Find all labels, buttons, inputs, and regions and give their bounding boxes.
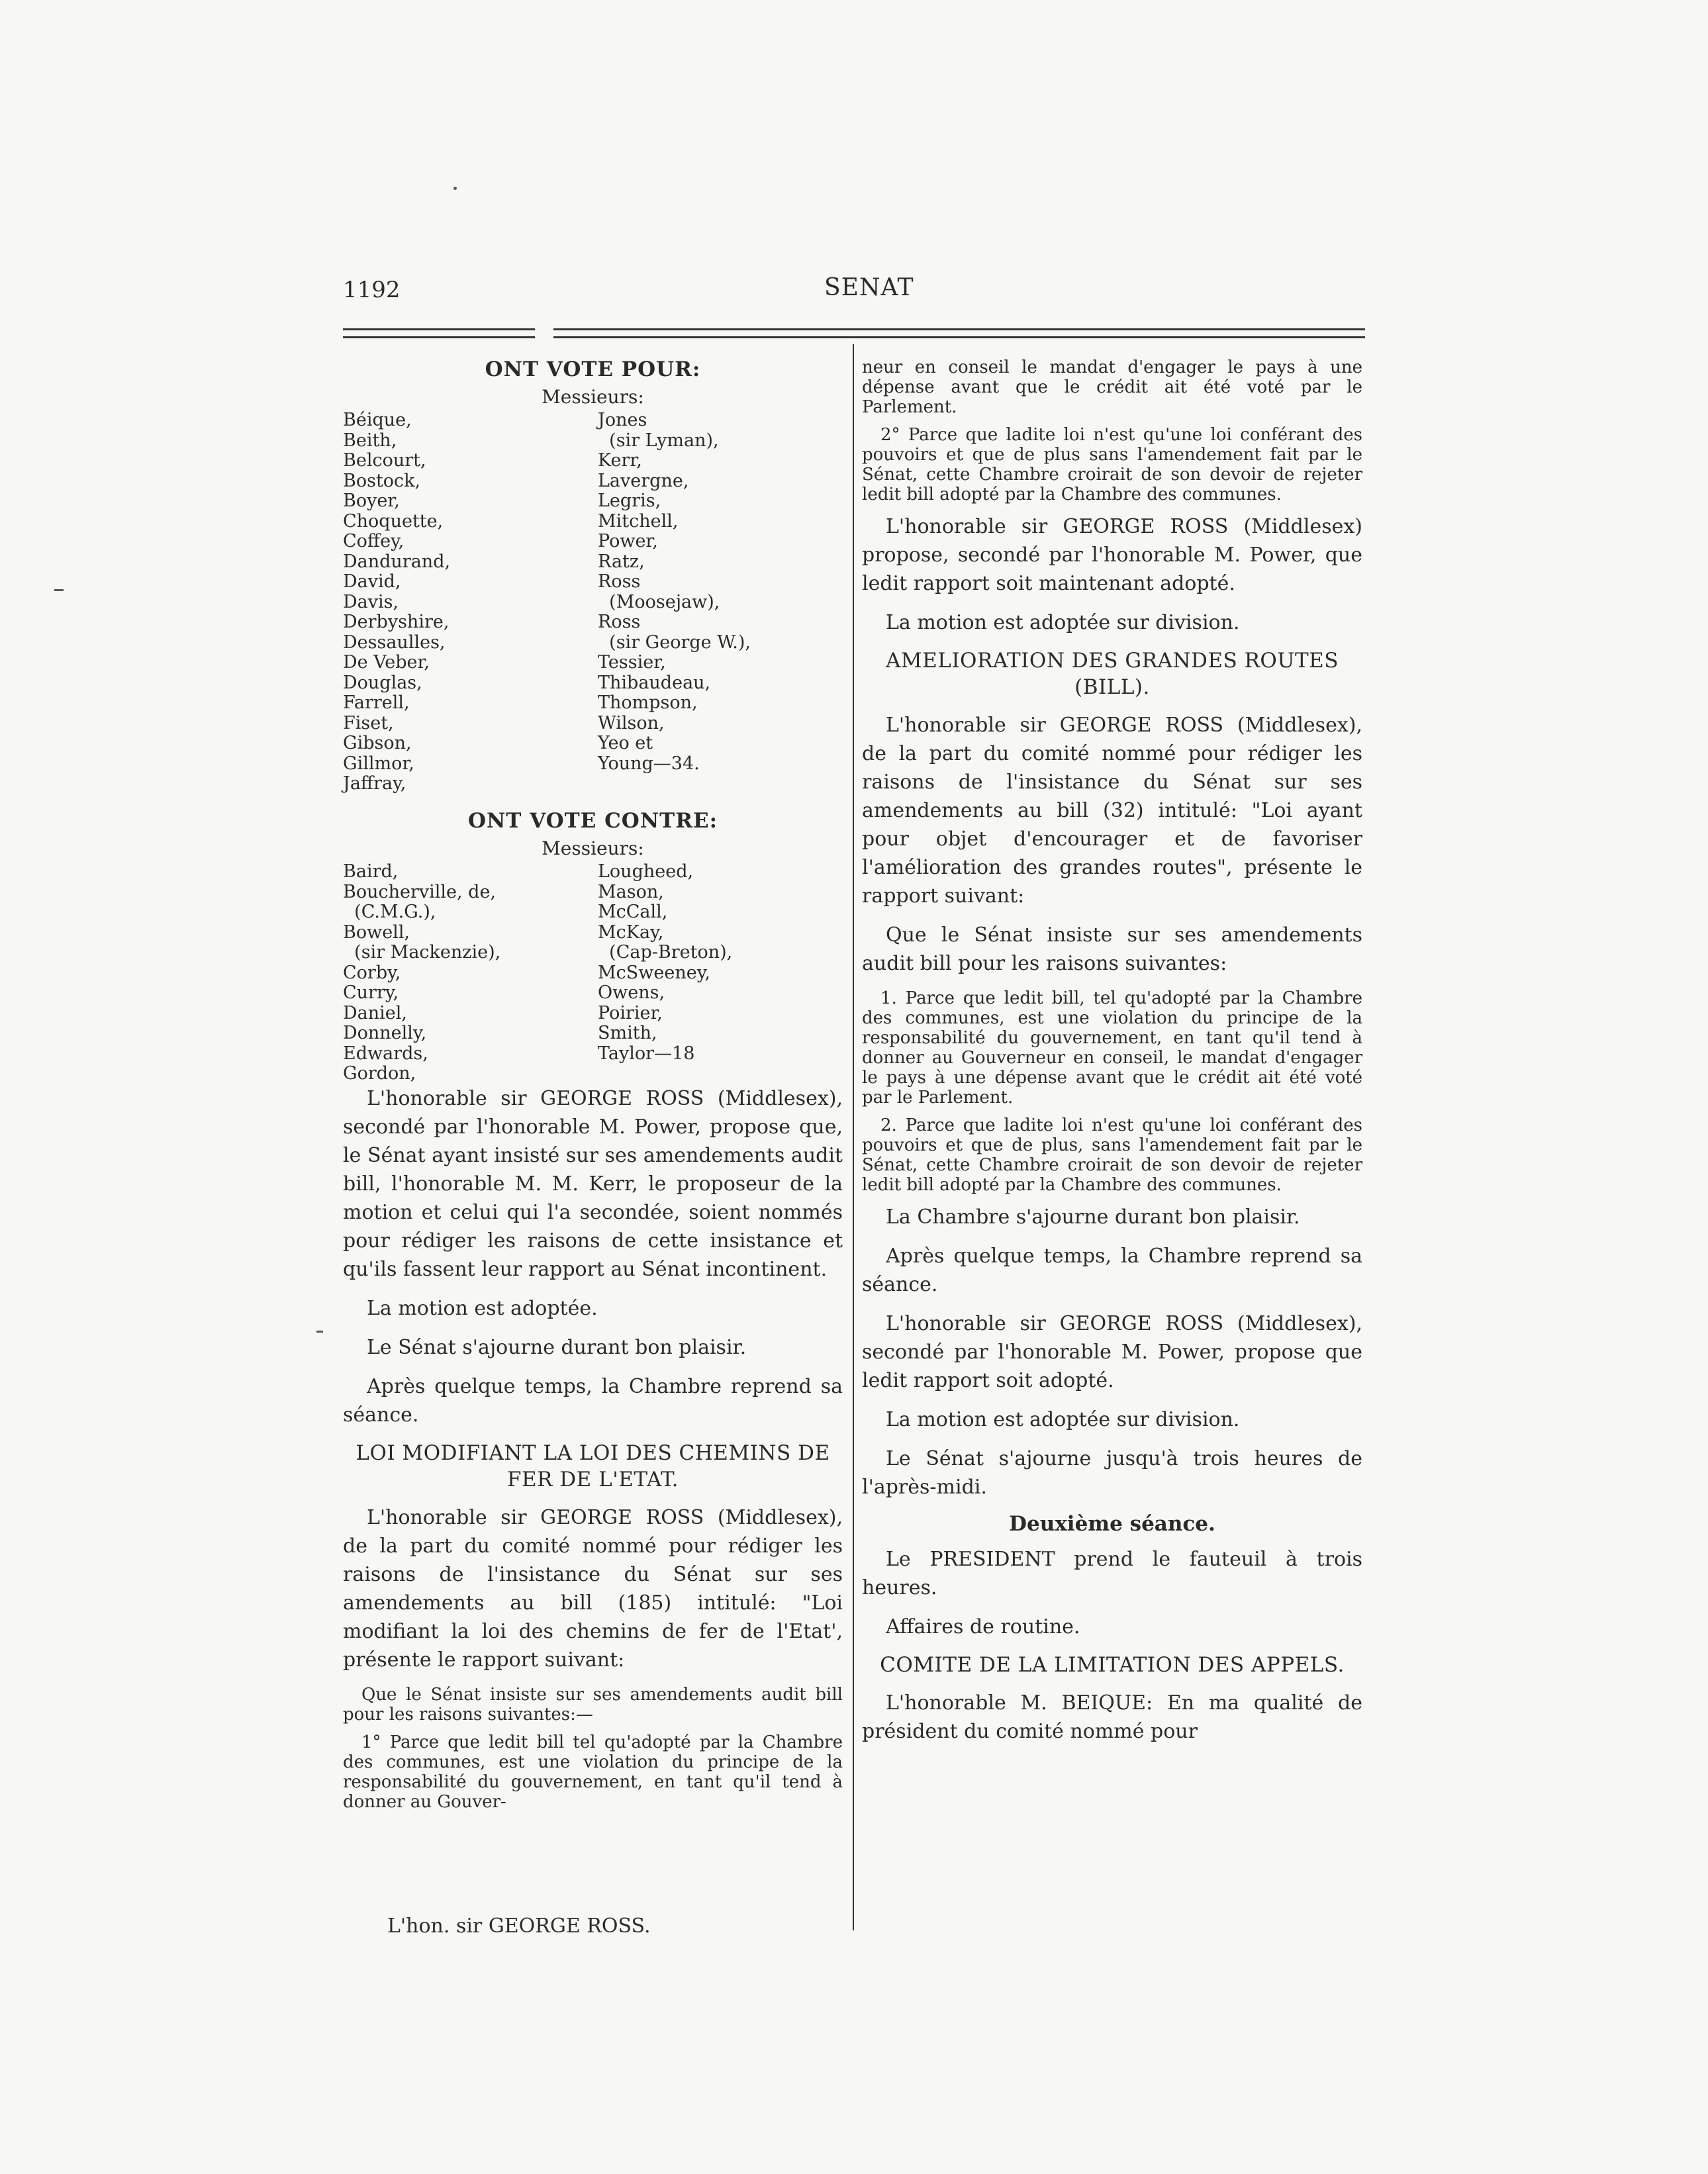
right-column	[862, 357, 1362, 1756]
paragraph: La Chambre s'ajourne durant bon plaisir.	[886, 1205, 1300, 1229]
paragraph: Le PRESIDENT prend le fauteuil à trois heures.	[862, 1548, 1362, 1599]
vote-name: Choquette,	[343, 510, 444, 532]
paragraph: La motion est adoptée.	[367, 1297, 598, 1321]
scan-speck	[316, 1331, 323, 1333]
vote-name: Fiset,	[343, 712, 394, 733]
report-text: neur en conseil le mandat d'engager le pays à une dépense avant que le crédit ait été voté par le Parlement.	[862, 357, 1362, 417]
paragraph: Que le Sénat insiste sur ses amendements audit bill pour les raisons suivantes:	[862, 923, 1362, 975]
vote-name: Kerr,	[598, 450, 642, 471]
paragraph: Après quelque temps, la Chambre reprend sa séance.	[862, 1245, 1362, 1296]
paragraph: L'honorable sir GEORGE ROSS (Middlesex) propose, secondé par l'honorable M. Power, que ledit rapport soit maintenant adopté.	[862, 515, 1362, 595]
vote-name: Coffey,	[343, 531, 404, 552]
paragraph: Affaires de routine.	[886, 1615, 1080, 1638]
vote-name: McCall,	[598, 902, 668, 923]
left-column	[343, 357, 843, 1820]
page-number: 1192	[343, 277, 401, 303]
vote-name: Béique,	[343, 410, 412, 431]
paragraph: Le Sénat s'ajourne durant bon plaisir.	[367, 1336, 747, 1360]
vote-name: Poirier,	[598, 1002, 663, 1023]
vote-contre-column-2	[598, 862, 843, 1064]
vote-pour-list	[343, 410, 843, 794]
vote-name: Ratz,	[598, 551, 645, 572]
vote-name: Young—34.	[598, 753, 700, 774]
vote-name: Mitchell,	[598, 510, 679, 532]
header-rule-right-top	[553, 328, 1365, 330]
vote-name: Lougheed,	[598, 861, 694, 882]
vote-name: Edwards,	[343, 1043, 428, 1064]
vote-name: Taylor—18	[598, 1043, 695, 1064]
column-divider	[853, 344, 854, 1930]
report-text: 2. Parce que ladite loi n'est qu'une loi conférant des pouvoirs et que de plus, sans l'amendement fait par le Sénat, cette Chambre croirait de son devoir de rejeter ledit bill adopté par la Chambre des communes.	[862, 1115, 1362, 1195]
paragraph: L'honorable sir GEORGE ROSS (Middlesex), secondé par l'honorable M. Power, propose que, le Sénat ayant insisté sur ses amendements audit bill, l'honorable M. M. Kerr, le proposeur de la motion et celui qui l'a secondée, soient nommés pour rédiger les raisons de cette insistance et qu'ils fassent leur rapport au Sénat incontinent.	[343, 1087, 843, 1282]
section-heading: LOI MODIFIANT LA LOI DES CHEMINS DE FER DE L'ETAT.	[356, 1441, 830, 1492]
header-rule-left-top	[343, 328, 535, 330]
vote-name: Douglas,	[343, 672, 422, 693]
vote-name: Yeo et	[598, 733, 653, 754]
vote-name: (Moosejaw),	[598, 591, 720, 612]
vote-name: Jones	[598, 410, 647, 431]
vote-name: De Veber,	[343, 652, 430, 673]
vote-pour-column-1	[343, 410, 594, 794]
vote-name: Power,	[598, 531, 658, 552]
vote-contre-messieurs: Messieurs:	[542, 837, 644, 860]
vote-name: Davis,	[343, 591, 399, 612]
scan-speck	[54, 589, 64, 591]
vote-name: Corby,	[343, 962, 401, 983]
vote-name: Belcourt,	[343, 450, 426, 471]
vote-name: Gibson,	[343, 733, 412, 754]
vote-name: Dandurand,	[343, 551, 451, 572]
vote-name: Owens,	[598, 982, 665, 1004]
vote-name: Daniel,	[343, 1002, 407, 1023]
vote-name: (sir Lyman),	[598, 430, 719, 451]
section-heading: COMITE DE LA LIMITATION DES APPELS.	[880, 1653, 1345, 1677]
scan-speck	[453, 187, 457, 190]
vote-pour-messieurs: Messieurs:	[542, 386, 644, 408]
page-footer: L'hon. sir GEORGE ROSS.	[387, 1914, 651, 1938]
paragraph: La motion est adoptée sur division.	[886, 611, 1240, 634]
vote-name: Boucherville, de,	[343, 881, 497, 902]
vote-name: Derbyshire,	[343, 612, 450, 633]
vote-name: Thibaudeau,	[598, 672, 711, 693]
header-rule-left-bottom	[343, 336, 535, 338]
vote-name: Wilson,	[598, 712, 665, 733]
vote-pour-heading: ONT VOTE POUR:	[485, 357, 701, 381]
vote-name: (sir Mackenzie),	[343, 942, 501, 963]
vote-name: Bostock,	[343, 470, 421, 491]
vote-name: (Cap-Breton),	[598, 942, 733, 963]
vote-name: Boyer,	[343, 491, 400, 512]
vote-contre-list	[343, 862, 843, 1084]
paragraph: La motion est adoptée sur division.	[886, 1408, 1240, 1431]
vote-name: Thompson,	[598, 692, 698, 714]
vote-name: Farrell,	[343, 692, 410, 714]
vote-name: Ross	[598, 612, 641, 633]
paragraph: L'honorable sir GEORGE ROSS (Middlesex), de la part du comité nommé pour rédiger les raisons de l'insistance du Sénat sur ses amendements au bill (32) intitulé: "Loi ayant pour objet d'encourager et de favoriser l'amélioration des grandes routes", présente le rapport suivant:	[862, 714, 1362, 908]
vote-name: Ross	[598, 571, 641, 592]
paragraph: Après quelque temps, la Chambre reprend sa séance.	[343, 1375, 843, 1427]
vote-name: Mason,	[598, 881, 664, 902]
paragraph: L'honorable sir GEORGE ROSS (Middlesex), de la part du comité nommé pour rédiger les raisons de l'insistance du Sénat sur ses amendements au bill (185) intitulé: "Loi modifiant la loi des chemins de fer de l'Etat', présente le rapport suivant:	[343, 1506, 843, 1672]
report-text: Que le Sénat insiste sur ses amendements audit bill pour les raisons suivantes:—	[343, 1685, 843, 1725]
vote-name: McSweeney,	[598, 962, 710, 983]
vote-name: Lavergne,	[598, 470, 689, 491]
report-text: 2° Parce que ladite loi n'est qu'une loi conférant des pouvoirs et que de plus sans l'amendement fait par le Sénat, cette Chambre croirait de son devoir de rejeter ledit bill adopté par la Chambre des communes.	[862, 425, 1362, 504]
vote-name: Baird,	[343, 861, 399, 882]
vote-name: Jaffray,	[343, 773, 406, 794]
page-title: SENAT	[824, 274, 914, 301]
vote-name: Bowell,	[343, 922, 410, 943]
vote-contre-column-1	[343, 862, 594, 1084]
vote-name: Gordon,	[343, 1063, 416, 1084]
vote-pour-column-2	[598, 410, 843, 774]
paragraph: Le Sénat s'ajourne jusqu'à trois heures de l'après-midi.	[862, 1447, 1362, 1499]
vote-name: Gillmor,	[343, 753, 414, 774]
section-heading-bold: Deuxième séance.	[1009, 1512, 1215, 1536]
vote-name: Tessier,	[598, 652, 666, 673]
section-heading: AMELIORATION DES GRANDES ROUTES (BILL).	[885, 649, 1339, 699]
header-rule-right-bottom	[553, 336, 1365, 338]
report-text: 1° Parce que ledit bill tel qu'adopté par la Chambre des communes, est une violation du principe de la responsabilité du gouvernement, en tant qu'il tend à donner au Gouver-	[343, 1732, 843, 1813]
vote-name: Legris,	[598, 491, 661, 512]
paragraph: L'honorable M. BEIQUE: En ma qualité de président du comité nommé pour	[862, 1691, 1362, 1743]
vote-name: Donnelly,	[343, 1023, 427, 1044]
vote-contre-heading: ONT VOTE CONTRE:	[467, 809, 718, 833]
paragraph: L'honorable sir GEORGE ROSS (Middlesex), secondé par l'honorable M. Power, propose que ledit rapport soit adopté.	[862, 1312, 1362, 1392]
vote-name: McKay,	[598, 922, 664, 943]
vote-name: David,	[343, 571, 401, 592]
vote-name: (C.M.G.),	[343, 902, 436, 923]
vote-name: (sir George W.),	[598, 632, 751, 653]
vote-name: Curry,	[343, 982, 399, 1004]
vote-name: Smith,	[598, 1023, 657, 1044]
vote-name: Beith,	[343, 430, 397, 451]
vote-name: Dessaulles,	[343, 632, 446, 653]
report-text: 1. Parce que ledit bill, tel qu'adopté par la Chambre des communes, est une violation du principe de la responsabilité du gouvernement, en tant qu'il tend à donner au Gouverneur en conseil, le mandat d'engager le pays à une dépense avant que le crédit ait été voté par le Parlement.	[862, 988, 1362, 1108]
